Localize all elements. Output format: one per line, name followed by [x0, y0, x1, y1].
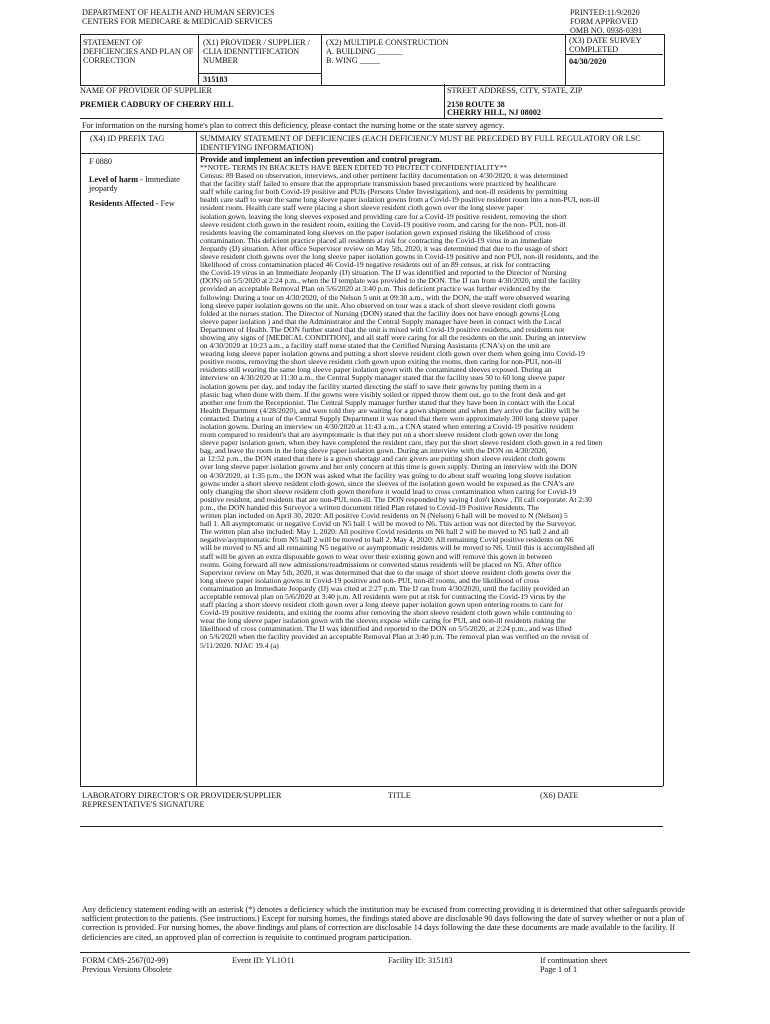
tag-id: F 0880 — [89, 157, 112, 166]
x2-label: (X2) MULTIPLE CONSTRUCTION — [326, 38, 449, 47]
narrative-line: positive resident, and residents that are non-PUI, non-ill. The DON responded by saying I don't know , I'll call corporate. At 2:30 — [200, 494, 592, 504]
narrative-line: long sleeve paper isolation gowns in Covid-19 positive and non- PUI, non-ill rooms, and the likelihood of cross — [200, 575, 540, 585]
signature-label: LABORATORY DIRECTOR'S OR PROVIDER/SUPPLIER REPRESENTATIVE'S SIGNATURE — [82, 791, 282, 810]
narrative-line: on 5/6/2020 when the facility provided an acceptable Removal Plan at 3:40 p.m. The removal plan was verified on the revisit of — [200, 632, 589, 642]
narrative-line: contamination an Immediate Jeopardy (IJ) was cited at 2:27 p.m. The IJ ran from 4/30/2020, until the facility provided an — [200, 583, 570, 593]
narrative-line: sleeve paper isolation ) and that the Administrator and the Central Supply manager have been in contact with the Local — [200, 316, 562, 326]
harm-level — [89, 175, 195, 193]
narrative-line: the Covid-19 virus in an Immediate Jeopardy (IJ) situation. The IJ was identified and reported to the Director of Nursing — [200, 268, 567, 278]
form-meta — [570, 8, 642, 36]
narrative-line: acceptable removal plan on 5/6/2020 at 3:40 p.m. All residents were put at risk for contracting the Covid-19 virus by the — [200, 591, 566, 601]
form-number: FORM CMS-2567(02-99) — [82, 956, 169, 965]
residents-affected — [89, 199, 195, 208]
harm-label: Level of harm - — [89, 175, 145, 184]
narrative-line: on 4/30/2020, at 1:35 p.m., the DON was asked what the facility was going to do about staff wearing long sleeve isolation — [200, 470, 571, 480]
narrative-line: that the facility staff failed to ensure that the appropriate transmission based precautions were practiced by healthcare — [200, 179, 557, 189]
facility-id: Facility ID: 315183 — [388, 956, 453, 965]
narrative-line: at 12:52 p.m., the DON stated that there is a gown shortage and care givers are putting short sleeve resident cloth gowns — [200, 454, 566, 464]
narrative-line: rooms. Going forward all new admissions/readmissions or converted status residents will be placed on N5. After office — [200, 559, 562, 569]
x1-value: 315183 — [203, 75, 228, 84]
narrative-line: contacted. During a tour of the Central Supply Department it was noted that there were approximately 300 long sleeve paper — [200, 413, 579, 423]
page-number: Page 1 of 1 — [540, 965, 578, 975]
narrative-line: 5/11/2020. NJAC 19.4 (a) — [200, 640, 279, 650]
centers-name: CENTERS FOR MEDICARE & MEDICAID SERVICES — [82, 17, 273, 27]
narrative-line: (DON) on 5/5/2020 at 2:24 p.m., when the IJ template was provided to the DON. The IJ ran from 4/30/2020, until the facility — [200, 276, 581, 286]
narrative-line: provided an acceptable Removal Plan on 5/6/2020 at 3:40 p.m. This deficient practice was further evidenced by the — [200, 284, 551, 294]
narrative-line: health care staff to wear the same long sleeve paper isolation gowns from a Covid-19 positive resident room into a non-PUI, non-ill — [200, 195, 600, 205]
affected-value: Few — [160, 199, 175, 208]
address-line1: 2150 ROUTE 38 — [447, 100, 505, 109]
harm-value: Immediate jeopardy — [89, 175, 180, 194]
omb-number: OMB NO. 0938-0391 — [570, 26, 643, 36]
provider-name: PREMIER CADBURY OF CHERRY HILL — [80, 100, 234, 109]
dept-name: DEPARTMENT OF HEALTH AND HUMAN SERVICES — [82, 8, 275, 17]
narrative-line: positive rooms, removing the short sleeve resident cloth gown upon exiting the rooms, then caring for non-PUI, non-ill — [200, 357, 562, 367]
narrative-line: written plan included on April 30, 2020: All positive Covid residents on N (Nelson) 6 hall will be moved to N (Nelson) 5 — [200, 511, 568, 521]
narrative-line: wear the long sleeve paper isolation gown with the sleeves expose while caring for PUI, and non-ill residents risking the — [200, 616, 566, 626]
info-line: For information on the nursing home's plan to correct this deficiency, please contact the nursing home or the state survey agency. — [82, 121, 505, 130]
printed-date: PRINTED:11/9/2020 — [570, 8, 640, 17]
form-approved: FORM APPROVED — [570, 17, 639, 27]
address-line2: CHERRY HILL, NJ 08002 — [447, 108, 542, 117]
deficiency-narrative — [200, 164, 662, 650]
narrative-line: likelihood of cross contamination placed 46 Covid-19 negative residents out of an 89 census, at risk for contracting — [200, 260, 551, 270]
narrative-line: p.m., the DON handed this Surveyor a written document titled Plan related to Covid-19 Positive Residents. The — [200, 502, 539, 512]
narrative-line: sleeve paper isolation gown, when they have completed the resident care, they put the short sleeve resident cloth gown in a red linen — [200, 438, 603, 448]
narrative-line: gowns under a short sleeve resident cloth gown, since the sleeves of the isolation gown would be exposed as the CNA's are — [200, 478, 575, 488]
narrative-line: Census: 89 Based on observation, interviews, and other pertinent facility documentation on 4/30/2020, it was determined — [200, 171, 568, 181]
x2-wing: B. WING _____ — [326, 56, 381, 66]
narrative-line: following: During a tour on 4/30/2020, of the Nelson 5 unit at 09:30 a.m., with the DON, the staff were observed wearing — [200, 292, 570, 302]
event-id: Event ID: YL1O11 — [232, 956, 295, 965]
narrative-line: over long sleeve paper isolation gowns and her only concern at this time is gown supply. During an interview with the DON — [200, 462, 578, 472]
narrative-line: The written plan also included: May 1, 2020: All positive Covid residents on N6 hall 2 will be moved to N5 hall 2 and all — [200, 527, 569, 537]
x2-box — [326, 38, 562, 66]
statement-label: STATEMENT OF DEFICIENCIES AND PLAN OF CORRECTION — [83, 38, 194, 66]
narrative-line: sleeve resident cloth gown in the resident room, exiting the Covid-19 positive room, and caring for the non- PUI, non-ill — [200, 219, 566, 229]
narrative-line: staff will be given an extra disposable gown to wear over their existing gown and will remove this gown in between — [200, 551, 553, 561]
narrative-line: likelihood of cross contamination. The IJ was identified and reported to the DON on 5/5/2020, at 2:24 p.m., and was lifted — [200, 624, 572, 634]
narrative-line: on 4/30/2020 at 10:23 a.m., a facility staff nurse stated that the Certified Nursing Assistants (CNA's) on the unit are — [200, 341, 551, 351]
narrative-line: isolation gowns. During an interview on 4/30/2020 at 11:43 a.m., a CNA stated when entering a Covid-19 positive resident — [200, 422, 574, 431]
narrative-line: folded at the nurses station. The Director of Nursing (DON) stated that the facility does not have enough gowns (Long — [200, 308, 560, 318]
narrative-line: negative/asymptomatic from N5 hall 2 will be moved to hall 2. May 4, 2020: All remaining Covid positive residents on N6 — [200, 535, 574, 545]
x3-label: (X3) DATE SURVEY COMPLETED — [569, 36, 642, 55]
address-label: STREET ADDRESS, CITY, STATE, ZIP — [447, 86, 583, 95]
affected-label: Residents Affected - — [89, 199, 161, 208]
narrative-line: wearing long sleeve paper isolation gowns and putting a short sleeve resident cloth gown over them when going into Covid-19 — [200, 349, 585, 359]
narrative-line: residents still wearing the same long sleeve paper isolation gown with the contaminated sleeves exposed. During an — [200, 365, 552, 375]
narrative-line: Covid-19 positive residents, and exiting the rooms after removing the short sleeve resident cloth gown while continuing to — [200, 608, 573, 618]
narrative-line: bag, and leave the room in the long sleeve paper isolation gown. During an interview with the DON on 4/30/2020, — [200, 446, 548, 456]
narrative-line: staff placing a short sleeve resident cloth gown over a long sleeve paper isolation gown upon entering rooms to care for — [200, 600, 563, 610]
narrative-line: sleeve resident cloth gowns over the long sleeve paper isolation gowns in Covid-19 positive and non PUI, non-ill residents, and the — [200, 252, 599, 262]
narrative-line: staff while caring for both Covid-19 positive and PUIs (Persons Under Investigation), and non-ill residents by permitting — [200, 187, 568, 197]
agency-header — [82, 8, 275, 26]
narrative-line: long sleeve paper isolation gowns on the unit. Also observed on tour was a stack of short sleeve resident cloth gowns — [200, 300, 556, 310]
x3-value: 04/30/2020 — [569, 57, 607, 66]
narrative-line: room compared to resident's that are asymptomatic is that they put on a short sleeve resident cloth gown over the long — [200, 430, 559, 440]
narrative-line: isolation gowns per day, and today the facility started directing the staff to save their gowns by putting them in a — [200, 381, 542, 391]
continuation-note: If continuation sheet — [540, 956, 608, 965]
date-label: (X6) DATE — [540, 791, 579, 800]
title-label: TITLE — [388, 791, 411, 800]
narrative-line: Department of Health. The DON further stated that the unit is mixed with Covid-19 positive residents, and residents not — [200, 324, 565, 334]
x2-building: A. BUILDING ______ — [326, 47, 403, 57]
narrative-line: Jeopardy (IJ) situation. After office Supervisor review on May 5th, 2020, it was determined that due to the usage of short — [200, 243, 568, 253]
narrative-line: interview on 4/30/2020 at 11:30 a.m., the Central Supply manager stated that the facility uses 50 to 60 long sleeve paper — [200, 373, 566, 383]
narrative-line: Supervisor review on May 5th, 2020, it was determined that due to the usage of short sleeve resident cloth gowns over the — [200, 567, 571, 577]
narrative-line: **NOTE- TERMS IN BRACKETS HAVE BEEN EDITED TO PROTECT CONFIDENTIALITY** — [200, 163, 508, 172]
narrative-line: another one from the Receptionist. The Central Supply manager further stated that they have been in contact with the Local — [200, 397, 575, 407]
page-block — [540, 956, 607, 974]
x1-label: (X1) PROVIDER / SUPPLIER / CLIA IDENNTTIFICATION NUMBER — [203, 38, 310, 66]
deficiency-title: Provide and implement an infection prevention and control program. — [200, 155, 442, 164]
narrative-line: contamination. This deficient practice placed all residents at risk for contracting the Covid-19 virus in an immediate — [200, 235, 553, 245]
narrative-line: Health Department (4/28/2020), and were told they are waiting for a gown shipment and when they arrive the facility will be — [200, 405, 580, 415]
summary-label: SUMMARY STATEMENT OF DEFICIENCIES (EACH DEFICIENCY MUST BE PRECEDED BY FULL REGULATORY OR LSC IDENTIFYING INFORMATION) — [200, 134, 641, 153]
narrative-line: hall 1. All asymptomatic or negative Covid on N5 hall 1 will be moved to N6. This action was not directed by the Surveyor. — [200, 519, 577, 529]
provider-label: NAME OF PROVIDER OF SUPPLIER — [80, 86, 212, 95]
x4-label: (X4) ID PREFIX TAG — [90, 134, 165, 143]
narrative-line: showing any signs of [MEDICAL CONDITION], and all staff were caring for all the residents on the unit. During an interview — [200, 332, 587, 342]
previous-versions: Previous Versions Obsolete — [82, 965, 172, 975]
narrative-line: residents leaving the contaminated long sleeves on the paper isolation gown exposed risking the likelihood of cross — [200, 227, 551, 237]
narrative-line: isolation gown, leaving the long sleeves exposed and providing care for a Covid-19 positive resident, removing the short — [200, 211, 567, 221]
disclaimer: Any deficiency statement ending with an asterisk (*) denotes a deficiency which the institution may be excused from correcting providing it is determined that other safeguards provide sufficient protection to the patients. (See instructions.) Except for nursing homes, the findings stated above are disclosable 90 days following the date of survey whether or not a plan of correction is provided. For nursing homes, the above findings and plans of correction are disclosable 14 days following the date these documents are made available to the facility. If deficiencies are cited, an approved plan of correction is requisite to continued program participation. — [82, 905, 685, 942]
form-number-block — [82, 956, 172, 974]
narrative-line: only changing the short sleeve resident cloth gown therefore it would lead to cross contamination when caring for Covid-19 — [200, 486, 577, 496]
narrative-line: will be moved to N5 and all remaining N5 negative or asymptomatic residents will be moved to N6. Until this is accomplished all — [200, 543, 595, 553]
narrative-line: plastic bag when done with them. If the gowns were visibly soiled or ripped throw them out, go to the front desk and get — [200, 389, 566, 399]
narrative-line: resident room. Health care staff were placing a short sleeve resident cloth gown over the long sleeve paper — [200, 203, 524, 213]
